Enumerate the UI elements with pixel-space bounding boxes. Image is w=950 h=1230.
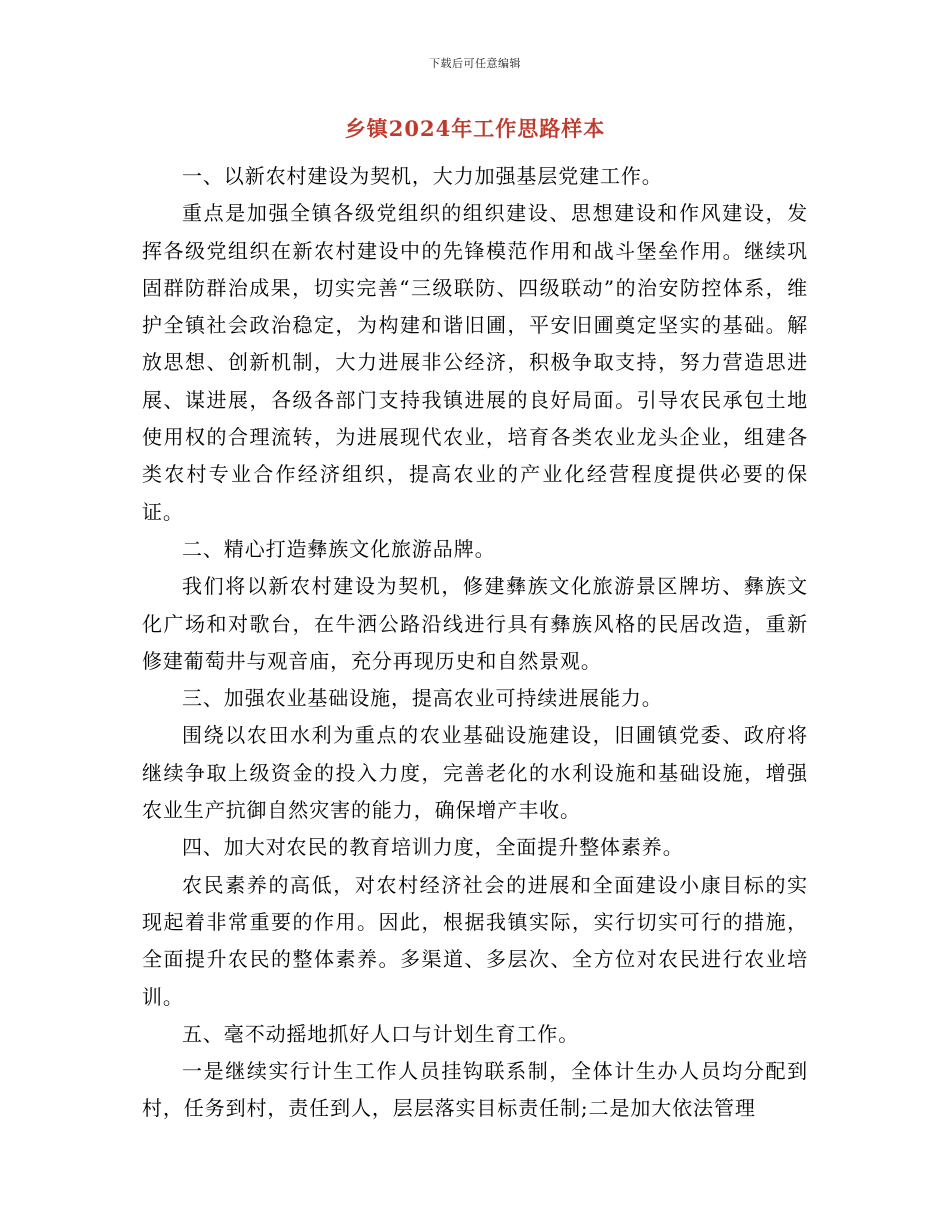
section-heading-5: 五、毫不动摇地抓好人口与计划生育工作。 (182, 1021, 580, 1046)
body-paragraph-2: 我们将以新农村建设为契机，修建彝族文化旅游景区牌坊、彝族文化广场和对歌台，在牛洒公路沿线进行具有彝族风格的民居改造，重新修建葡萄井与观音庙，充分再现历史和自然景观。 (142, 574, 808, 673)
document-body (142, 158, 808, 1128)
document-title: 乡镇2024年工作思路样本 (344, 116, 606, 141)
section-heading-2: 二、精心打造彝族文化旅游品牌。 (182, 536, 496, 561)
body-paragraph-1: 重点是加强全镇各级党组织的组织建设、思想建设和作风建设，发挥各级党组织在新农村建设中的先锋模范作用和战斗堡垒作用。继续巩固群防群治成果，切实完善“三级联防、四级联动”的治安防控体系，维护全镇社会政治稳定，为构建和谐旧圃，平安旧圃奠定坚实的基础。解放思想、创新机制，大力进展非公经济，积极争取支持，努力营造思进展、谋进展，各级各部门支持我镇进展的良好局面。引导农民承包土地使用权的合理流转，为进展现代农业，培育各类农业龙头企业，组建各类农村专业合作经济组织，提高农业的产业化经营程度提供必要的保证。 (142, 201, 808, 524)
header-note: 下载后可任意编辑 (429, 57, 521, 70)
section-heading-4: 四、加大对农民的教育培训力度，全面提升整体素养。 (182, 835, 684, 860)
body-paragraph-4: 农民素养的高低，对农村经济社会的进展和全面建设小康目标的实现起着非常重要的作用。因此，根据我镇实际，实行切实可行的措施，全面提升农民的整体素养。多渠道、多层次、全方位对农民进行农业培训。 (142, 872, 808, 1009)
section-heading-3: 三、加强农业基础设施，提高农业可持续进展能力。 (182, 686, 663, 711)
body-paragraph-5: 一是继续实行计生工作人员挂钩联系制，全体计生办人员均分配到村，任务到村，责任到人，层层落实目标责任制;二是加大依法管理 (142, 1059, 808, 1121)
body-paragraph-3: 围绕以农田水利为重点的农业基础设施建设，旧圃镇党委、政府将继续争取上级资金的投入力度，完善老化的水利设施和基础设施，增强农业生产抗御自然灾害的能力，确保增产丰收。 (142, 723, 808, 823)
section-heading-1: 一、以新农村建设为契机，大力加强基层党建工作。 (182, 164, 663, 188)
